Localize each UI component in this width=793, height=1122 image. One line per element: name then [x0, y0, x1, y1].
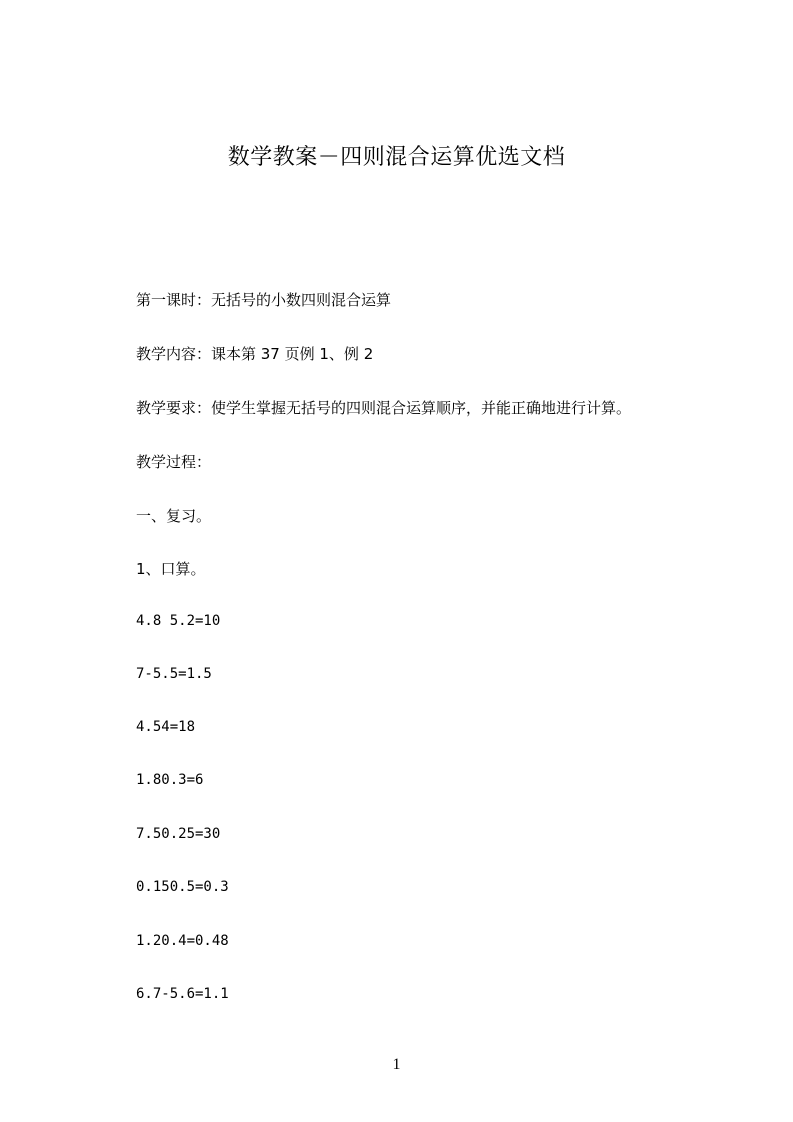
exercise-line: 7.50.25=30 [136, 826, 221, 842]
exercise-line: 4.54=18 [136, 719, 196, 735]
teaching-content: 教学内容：课本第 37 页例 1、例 2 [136, 345, 374, 363]
teaching-requirements: 教学要求：使学生掌握无括号的四则混合运算顺序，并能正确地进行计算。 [136, 399, 632, 417]
exercise-line: 6.7-5.6=1.1 [136, 986, 229, 1002]
section-review: 一、复习。 [136, 507, 212, 525]
exercise-line: 1.20.4=0.48 [136, 933, 229, 949]
exercise-line: 7-5.5=1.5 [136, 666, 212, 682]
subsection-mental-arithmetic: 1、口算。 [136, 560, 206, 578]
page-number: 1 [392, 1056, 401, 1073]
teaching-process-heading: 教学过程： [136, 453, 212, 471]
lesson-heading: 第一课时：无括号的小数四则混合运算 [136, 291, 392, 309]
exercise-line: 4.8 5.2=10 [136, 613, 221, 629]
document-title: 数学教案－四则混合运算优选文档 [227, 145, 566, 170]
exercise-line: 1.80.3=6 [136, 772, 204, 788]
exercise-line: 0.150.5=0.3 [136, 879, 229, 895]
